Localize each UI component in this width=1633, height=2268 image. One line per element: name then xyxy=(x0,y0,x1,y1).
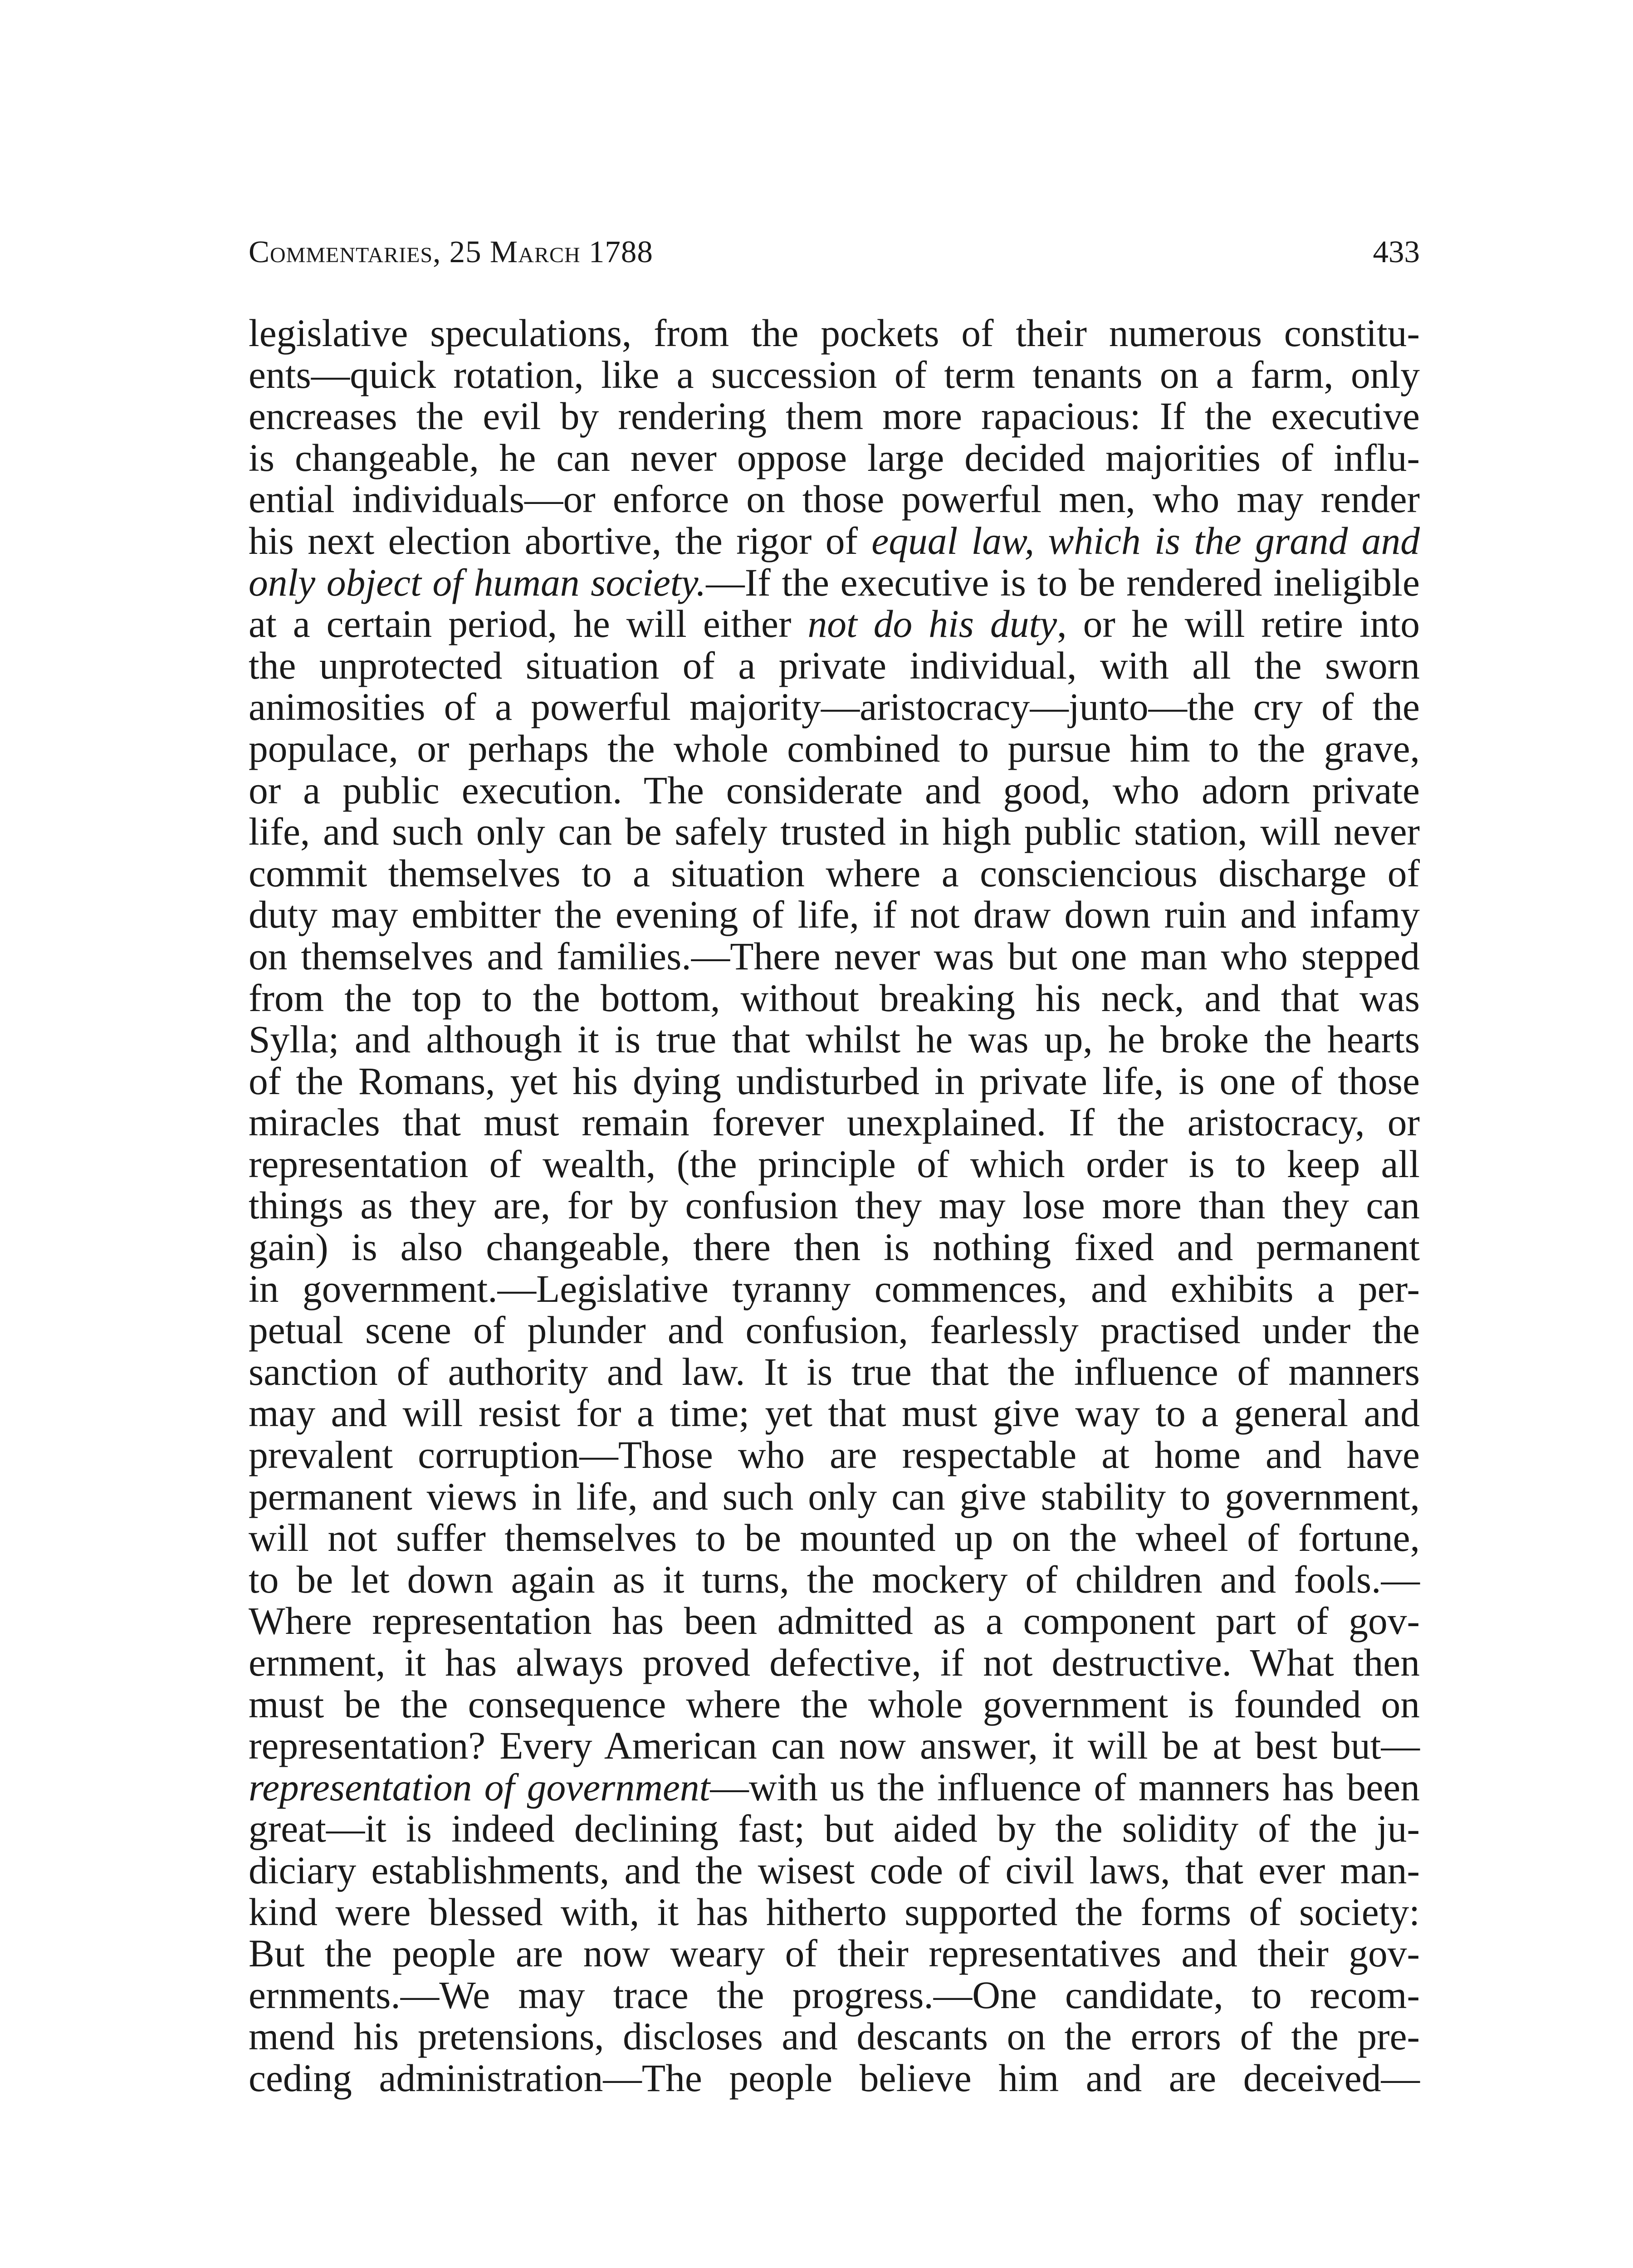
text-segment: on themselves and families.—There never was but one man who stepped xyxy=(249,935,1420,978)
italic-text: equal law, which is the grand and xyxy=(871,519,1420,562)
text-segment: —If the executive is to be rendered ineligible xyxy=(706,561,1420,604)
text-line xyxy=(249,1019,1420,1061)
text-line xyxy=(249,313,1420,355)
text-segment: sanction of authority and law. It is true that the influence of manners xyxy=(249,1350,1420,1393)
text-line xyxy=(249,1725,1420,1767)
text-line xyxy=(249,728,1420,770)
text-segment: diciary establishments, and the wisest code of civil laws, that ever man- xyxy=(249,1849,1420,1892)
italic-text: only object of human society. xyxy=(249,561,706,604)
text-line xyxy=(249,1269,1420,1310)
text-line xyxy=(249,1642,1420,1684)
text-line xyxy=(249,1061,1420,1103)
text-line xyxy=(249,1476,1420,1518)
text-segment: things as they are, for by confusion they may lose more than they can xyxy=(249,1184,1420,1227)
text-segment: mend his pretensions, discloses and descants on the errors of the pre- xyxy=(249,2015,1420,2058)
text-line xyxy=(249,811,1420,853)
text-segment: miracles that must remain forever unexplained. If the aristocracy, or xyxy=(249,1101,1420,1144)
text-line xyxy=(249,645,1420,687)
text-segment: , or he will retire into xyxy=(1057,603,1420,646)
text-segment: or a public execution. The considerate and good, who adorn private xyxy=(249,769,1420,812)
text-segment: kind were blessed with, it has hitherto supported the forms of society: xyxy=(249,1891,1420,1934)
text-line xyxy=(249,396,1420,438)
text-line xyxy=(249,355,1420,396)
text-segment: to be let down again as it turns, the mockery of children and fools.— xyxy=(249,1558,1420,1601)
text-segment: Sylla; and although it is true that whilst he was up, he broke the hearts xyxy=(249,1018,1420,1061)
text-segment: —with us the influence of manners has been xyxy=(710,1766,1420,1809)
text-segment: may and will resist for a time; yet that must give way to a general and xyxy=(249,1392,1420,1435)
text-segment: legislative speculations, from the pockets of their numerous constitu- xyxy=(249,312,1420,355)
text-line xyxy=(249,1352,1420,1393)
text-line xyxy=(249,604,1420,645)
text-segment: Where representation has been admitted as a component part of gov- xyxy=(249,1600,1420,1643)
text-line xyxy=(249,894,1420,936)
text-segment: prevalent corruption—Those who are respectable at home and have xyxy=(249,1434,1420,1477)
text-line xyxy=(249,1975,1420,2017)
text-line xyxy=(249,1933,1420,1975)
text-line xyxy=(249,438,1420,479)
text-line xyxy=(249,853,1420,895)
text-line xyxy=(249,479,1420,521)
text-line xyxy=(249,1393,1420,1435)
text-segment: But the people are now weary of their representatives and their gov- xyxy=(249,1932,1420,1975)
running-head-title: Commentaries, 25 March 1788 xyxy=(249,235,653,269)
text-segment: representation of wealth, (the principle of which order is to keep all xyxy=(249,1143,1420,1186)
text-segment: petual scene of plunder and confusion, fearlessly practised under the xyxy=(249,1309,1420,1352)
text-segment: is changeable, he can never oppose large decided majorities of influ- xyxy=(249,436,1420,479)
text-segment: commit themselves to a situation where a consciencious discharge of xyxy=(249,852,1420,895)
text-line xyxy=(249,1850,1420,1892)
text-segment: ents—quick rotation, like a succession of term tenants on a farm, only xyxy=(249,353,1420,396)
text-line xyxy=(249,770,1420,812)
text-line xyxy=(249,521,1420,562)
text-segment: at a certain period, he will either xyxy=(249,603,808,646)
body-text xyxy=(249,313,1420,2100)
text-segment: in government.—Legislative tyranny commences, and exhibits a per- xyxy=(249,1267,1420,1310)
text-segment: his next election abortive, the rigor of xyxy=(249,519,872,562)
text-line xyxy=(249,1767,1420,1809)
italic-text: representation of government xyxy=(249,1766,710,1809)
text-segment: representation? Every American can now answer, it will be at best but— xyxy=(249,1725,1420,1768)
text-segment: of the Romans, yet his dying undisturbed in private life, is one of those xyxy=(249,1060,1420,1103)
text-segment: duty may embitter the evening of life, if not draw down ruin and infamy xyxy=(249,894,1420,937)
text-segment: will not suffer themselves to be mounted up on the wheel of fortune, xyxy=(249,1517,1420,1560)
text-segment: ceding administration—The people believe him and are deceived— xyxy=(249,2057,1420,2100)
running-header xyxy=(249,231,1420,272)
text-line xyxy=(249,2058,1420,2100)
text-line xyxy=(249,1809,1420,1850)
page-number: 433 xyxy=(1373,235,1420,269)
text-segment: gain) is also changeable, there then is nothing fixed and permanent xyxy=(249,1226,1420,1269)
text-segment: ential individuals—or enforce on those powerful men, who may render xyxy=(249,478,1420,521)
text-line xyxy=(249,1892,1420,1934)
text-segment: animosities of a powerful majority—aristocracy—junto—the cry of the xyxy=(249,686,1420,729)
text-line xyxy=(249,1559,1420,1601)
text-segment: great—it is indeed declining fast; but aided by the solidity of the ju- xyxy=(249,1808,1420,1851)
text-segment: ernments.—We may trace the progress.—One candidate, to recom- xyxy=(249,1974,1420,2017)
text-line xyxy=(249,1144,1420,1186)
text-line xyxy=(249,1185,1420,1227)
text-line xyxy=(249,1684,1420,1726)
text-line xyxy=(249,1601,1420,1642)
text-line xyxy=(249,978,1420,1020)
text-segment: populace, or perhaps the whole combined to pursue him to the grave, xyxy=(249,727,1420,770)
text-segment: the unprotected situation of a private individual, with all the sworn xyxy=(249,644,1420,687)
text-segment: life, and such only can be safely trusted in high public station, will never xyxy=(249,811,1420,854)
text-line xyxy=(249,1518,1420,1559)
text-line xyxy=(249,1435,1420,1476)
text-segment: permanent views in life, and such only can give stability to government, xyxy=(249,1475,1420,1518)
italic-text: not do his duty xyxy=(807,603,1057,646)
text-line xyxy=(249,562,1420,604)
text-segment: from the top to the bottom, without breaking his neck, and that was xyxy=(249,977,1420,1020)
text-line xyxy=(249,687,1420,728)
text-line xyxy=(249,1102,1420,1144)
text-segment: must be the consequence where the whole government is founded on xyxy=(249,1683,1420,1726)
text-line xyxy=(249,1310,1420,1352)
text-line xyxy=(249,2016,1420,2058)
text-line xyxy=(249,936,1420,978)
text-segment: encreases the evil by rendering them more rapacious: If the executive xyxy=(249,395,1420,438)
text-line xyxy=(249,1227,1420,1269)
text-segment: ernment, it has always proved defective, if not destructive. What then xyxy=(249,1642,1420,1684)
